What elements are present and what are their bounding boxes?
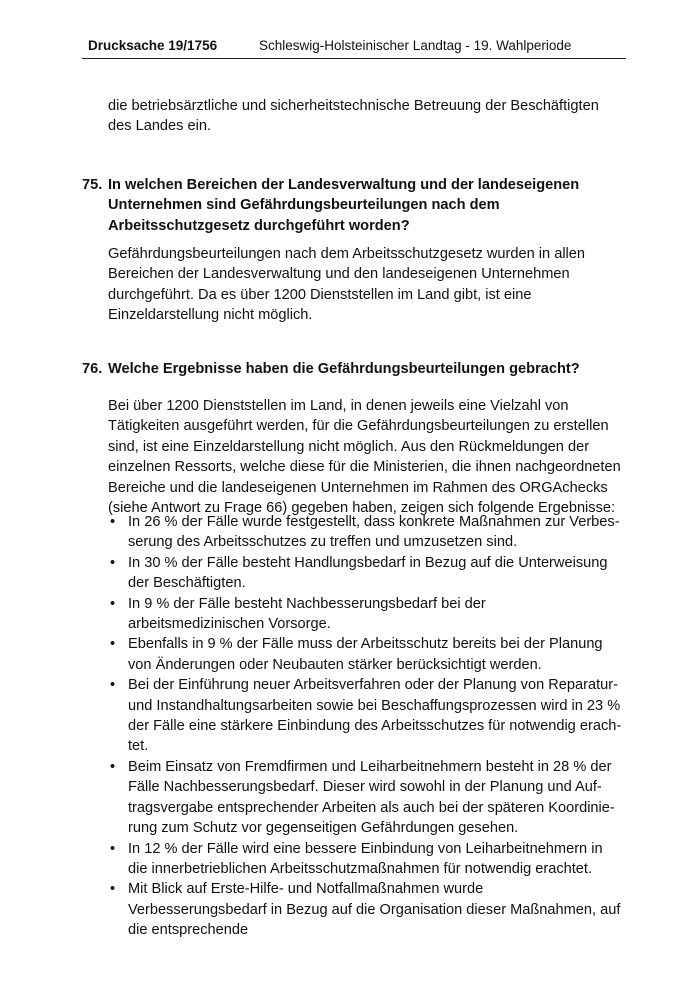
list-item: • In 26 % der Fälle wurde festgestellt, dass konkrete Maßnahmen zur Verbesserung des Arbeitsschutzes zu treffen und umzusetzen sind. [110,514,620,551]
document-number: Drucksache 19/1756 [88,38,218,53]
list-item: • Mit Blick auf Erste-Hilfe- und Notfallmaßnahmen wurde Verbesserungsbedarf in Bezug auf die Organisation dieser Maßnahmen, auf die entsprechende [110,881,621,939]
bullet-icon: • [110,595,116,612]
answer-76: Bei über 1200 Dienststellen im Land, in denen jeweils eine Vielzahl von Tätigkeiten ausgeführt werden, für die Gefährdungsbeurteilungen zu erstellen sind, ist eine Einzeldarstellung nicht möglich. Aus den Rückmeldungen der einzelnen Ressorts, welche diese für die Ministerien, die ihnen nachgeordneten Bereiche und die landeseigenen Unternehmen im Rahmen des ORGAchecks (siehe Antwort zu Frage 66) gegeben haben, zeigen sich folgende Ergebnisse: [108,398,621,517]
bullet-icon: • [110,881,116,898]
bullet-icon: • [110,514,116,530]
bullet-icon: • [110,840,116,857]
question-text: In welchen Bereichen der Landesverwaltung und der landeseigenen Unternehmen sind Gefährdungsbeurteilungen nach dem Arbeitsschutzgesetz durchgeführt worden? [108,177,580,234]
bullet-icon: • [110,758,116,775]
question-number: 76. [82,361,103,377]
results-list [108,512,624,941]
question-text: Welche Ergebnisse haben die Gefährdungsbeurteilungen gebracht? [108,361,580,377]
bullet-icon: • [110,554,116,571]
bullet-icon: • [110,636,116,653]
list-item: • In 30 % der Fälle besteht Handlungsbedarf in Bezug auf die Unterweisung der Beschäftigten. [110,554,608,592]
continuation-paragraph: die betriebsärztliche und sicherheitstechnische Betreuung der Beschäftigten des Landes ein. [108,98,599,135]
list-item: • In 9 % der Fälle besteht Nachbesserungsbedarf bei der arbeitsmedizinischen Vorsorge. [110,595,486,633]
question-number: 75. [82,177,103,193]
bullet-icon: • [110,677,116,694]
header-divider [82,58,626,59]
parliament-period: Schleswig-Holsteinischer Landtag - 19. Wahlperiode [259,38,572,53]
list-item: • Beim Einsatz von Fremdfirmen und Leiharbeitnehmern besteht in 28 % der Fälle Nachbesserungsbedarf. Dieser wird sowohl in der Planung und Auftragsvergabe entsprechender Arbeiten als auch bei der späteren Koordinierung zum Schutz vor gegenseitigen Gefährdungen gesehen. [110,758,615,837]
list-item: • Bei der Einführung neuer Arbeitsverfahren oder der Planung von Reparatur- und Instandhaltungsarbeiten sowie bei Beschaffungsprozessen wird in 23 % der Fälle eine stärkere Einbindung des Arbeitsschutzes für notwendig erachtet. [110,677,622,755]
list-item: • Ebenfalls in 9 % der Fälle muss der Arbeitsschutz bereits bei der Planung von Änderungen oder Neubauten stärker berücksichtigt werden. [110,636,603,673]
question-75 [82,175,624,236]
question-76 [82,359,624,379]
answer-75: Gefährdungsbeurteilungen nach dem Arbeitsschutzgesetz wurden in allen Bereichen der Landesverwaltung und den landeseigenen Unternehmen durchgeführt. Da es über 1200 Dienststellen im Land gibt, ist eine Einzeldarstellung nicht möglich. [108,246,586,324]
list-item: • In 12 % der Fälle wird eine bessere Einbindung von Leiharbeitnehmern in die innerbetrieblichen Arbeitsschutzmaßnahmen für notwendig erachtet. [110,840,603,877]
